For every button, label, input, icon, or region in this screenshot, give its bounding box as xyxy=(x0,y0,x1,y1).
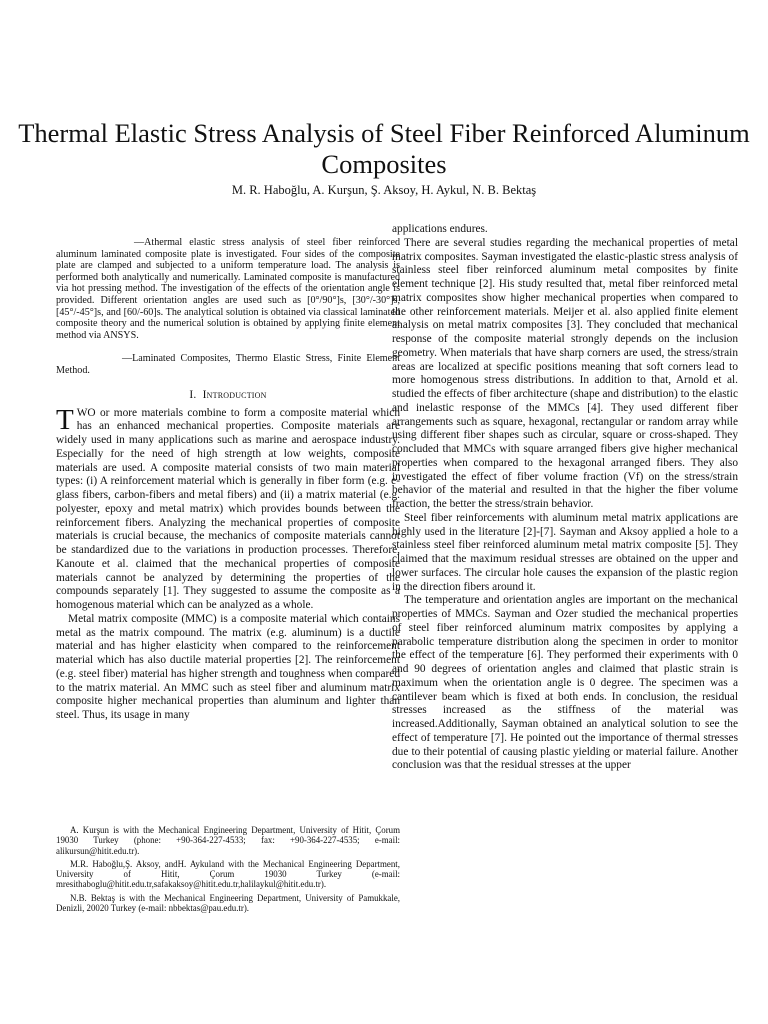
section-title: Introduction xyxy=(202,388,267,401)
footnote: N.B. Bektaş is with the Mechanical Engineering Department, University of Pamukkale, Denizli, 20020 Turkey (e-mail: nbbektas@pau.edu.tr). xyxy=(56,892,400,914)
index-terms: —Laminated Composites, Thermo Elastic Stress, Finite Element Method. xyxy=(56,353,400,376)
footnote: M.R. Haboğlu,Ş. Aksoy, andH. Aykuland with the Mechanical Engineering Department, University of Hitit, Çorum 19030 Turkey (e-mail: mresithaboglu@hitit.edu.tr,safakaksoy@hitit.edu.tr,halilaykul@hitit.edu.tr). xyxy=(56,858,400,890)
intro-body xyxy=(56,403,400,723)
footnotes xyxy=(56,825,400,916)
paragraph: Metal matrix composite (MMC) is a composite material which contains metal as the matrix compound. The matrix (e.g. aluminum) is a ductile material and has higher elasticity when compared to the reinforcement material which has also ductile material properties [2]. The reinforcement (e.g. steel fiber) material has higher strength and toughness when compared to the matrix material. An MMC such as steel fiber and aluminum matrix composite higher mechanical properties than aluminum and lighter than steel. Thus, its usage in many xyxy=(56,612,400,722)
footnote: A. Kurşun is with the Mechanical Engineering Department, University of Hitit, Çorum 19030 Turkey (phone: +90-364-227-4533; fax: +90-364-227-4535; e-mail: alikursun@hitit.edu.tr). xyxy=(56,825,400,856)
section-number: I. xyxy=(189,388,197,401)
paragraph: applications endures. xyxy=(392,223,488,235)
right-column xyxy=(392,223,738,773)
paragraph xyxy=(56,403,400,613)
paragraph-text: WO or more materials combine to form a composite material which has an enhanced mechanical properties. Composite materials are widely used in many applications such as marine and aerospace industry. Especially for the need of high strength at low weights, composite materials are used. A composite material consists of two main material types: (i) A reinforcement material which is generally in fiber form (e.g. e-glass fibers, carbon-fibers and metal fibers) and (ii) a matrix material (e.g. polyester, epoxy and metal matrix) which provides bounds between the reinforcement fibers. Analyzing the mechanical properties of composite materials is crucial because, the mechanics of composite materials cannot be standardized due to the variations in production processes. Therefore, Kanoute et al. claimed that the mechanical properties of composite materials cannot be analyzed by determining the properties of the compounds separately [1]. They suggested to assume the composite as a homogenous material which can be analyzed as a whole. xyxy=(56,406,400,612)
drop-cap: T xyxy=(56,403,74,436)
abstract: —Athermal elastic stress analysis of steel fiber reinforced aluminum laminated composite plate is investigated. Four sides of the composite plate are clamped and subjected to a uniform temperature load. The analysis is performed both analytically and numerically. Laminated composite is manufactured via hot pressing method. The investigation of the effects of the orientation angle is provided. Different orientation angles are used such as [0°/90°]s, [30°/-30°]s, [45°/-45°]s, and [60/-60]s. The analytical solution is obtained via classical laminated composite theory and the numerical solution is obtained by applying finite element method via ANSYS. xyxy=(56,237,400,341)
section-heading xyxy=(56,389,400,401)
paper-title: Thermal Elastic Stress Analysis of Steel Fiber Reinforced Aluminum Composites xyxy=(18,118,750,179)
paragraph: There are several studies regarding the mechanical properties of metal matrix composites. Sayman investigated the elastic-plastic stress analysis of stainless steel fiber reinforced aluminum metal composites by finite element technique [2]. His study resulted that, metal fiber reinforced metal matrix composites show higher mechanical properties when compared to the other reinforcement materials. Meijer et al. also applied finite element analysis on metal matrix composites [3]. They concluded that mechanical response of the composite material strongly depends on the inclusion geometry. When materials that have sharp corners are used, the stress/strain areas are localized at specific positions meaning that soft corners lead to more homogenous stress distributions. In addition to that, Arnold et al. studied the effects of fiber architecture (shape and distribution) to the elastic and inelastic response of the MMCs [4]. They used different fiber arrangements such as square, hexagonal, rectangular or random array while using different fiber shapes such as circular, square or cross-shaped. They concluded that MMCs with square arranged fibers give higher mechanical properties when compared to the hexagonal arranged fibers. They also investigated the effect of fiber volume fraction (Vf) on the stress/strain behavior of the material and resulted in that the higher the fiber volume fraction, the better the stress/strain behavior. xyxy=(392,236,738,510)
paragraph: The temperature and orientation angles are important on the mechanical properties of MMCs. Sayman and Ozer studied the mechanical properties of steel fiber reinforced aluminum matrix composites by applying a parabolic temperature distribution along the specimen in order to monitor the effect of the temperature [6]. They performed their experiments with 0 and 90 degrees of orientation angles and claimed that plastic strain is maximum when the orientation angle is 0 degree. The specimen was a cantilever beam which is fixed at both ends. In conclusion, the residual stresses increased as the stiffness of the material was increased.Additionally, Sayman obtained an analytical solution to see the effect of temperature [7]. He pointed out the importance of thermal stresses due to their potential of causing plastic yielding or material failure. Another conclusion was that the residual stresses at the upper xyxy=(392,594,738,772)
paragraph: Steel fiber reinforcements with aluminum metal matrix applications are highly used in the literature [2]-[7]. Sayman and Aksoy applied a hole to a stainless steel fiber reinforced aluminum metal matrix composite [5]. They claimed that the maximum residual stresses are obtained on the upper and lower surfaces. The circular hole causes the expansion of the plastic region in the direction fibers around it. xyxy=(392,511,738,593)
author-list: M. R. Haboğlu, A. Kurşun, Ş. Aksoy, H. Aykul, N. B. Bektaş xyxy=(231,183,537,197)
left-column xyxy=(56,237,400,723)
